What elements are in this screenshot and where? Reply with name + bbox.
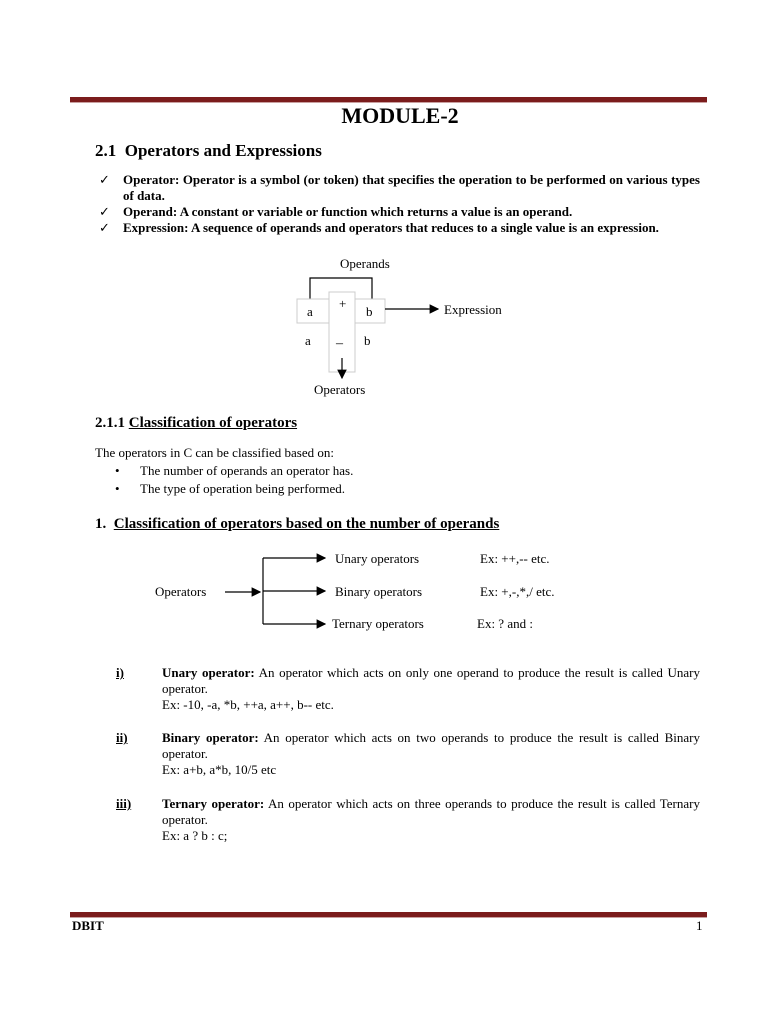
definition-item xyxy=(99,172,700,204)
binary-label: Binary operators xyxy=(335,584,423,599)
example: Ex: a ? b : c; xyxy=(162,828,228,843)
definition-text: Expression: A sequence of operands and operators that reduces to a single value is an expression. xyxy=(123,220,659,235)
term: Ternary operator: xyxy=(162,796,265,811)
page-number: 1 xyxy=(696,918,703,933)
binary-example: Ex: +,-,*,/ etc. xyxy=(480,584,555,599)
module-title: MODULE-2 xyxy=(341,103,459,128)
subsection-heading xyxy=(95,415,297,432)
list-item xyxy=(115,480,353,498)
definition-list xyxy=(99,172,700,236)
checkmark-icon: ✓ xyxy=(99,172,110,187)
bullet-text: The type of operation being performed. xyxy=(140,481,346,496)
definition-item xyxy=(99,204,700,220)
heading-number: 1. xyxy=(95,516,107,532)
numbered-heading xyxy=(95,516,499,533)
example: Ex: a+b, a*b, 10/5 etc xyxy=(162,762,277,777)
operand-a: a xyxy=(307,304,313,319)
description: An operator which acts on two operands to produce the result is called Binary operator. xyxy=(162,730,700,761)
classification-root: Operators xyxy=(155,584,207,599)
description: An operator which acts on three operands to produce the result is called Ternary operator. xyxy=(162,796,700,827)
unary-label: Unary operators xyxy=(335,551,420,566)
item-number: ii) xyxy=(116,730,128,745)
plus-operator: + xyxy=(339,296,347,311)
description: An operator which acts on only one operand to produce the result is called Unary operator. xyxy=(162,665,700,696)
classification-diagram xyxy=(150,545,590,640)
bullet-list xyxy=(115,462,353,498)
operand-a-lower: a xyxy=(305,333,311,348)
bullet-icon: • xyxy=(115,463,120,478)
term: Binary operator: xyxy=(162,730,259,745)
binary-definition xyxy=(116,730,700,778)
definition-text: Operand: A constant or variable or function which returns a value is an operand. xyxy=(123,204,573,219)
expression-label: Expression xyxy=(444,302,502,317)
checkmark-icon: ✓ xyxy=(99,220,110,235)
section-number: 2.1 xyxy=(95,141,117,160)
list-item xyxy=(115,462,353,480)
operand-b: b xyxy=(366,304,373,319)
subsection-number: 2.1.1 xyxy=(95,415,125,431)
section-title: Operators and Expressions xyxy=(124,141,322,160)
ternary-label: Ternary operators xyxy=(332,616,424,631)
item-number: iii) xyxy=(116,796,132,811)
heading-title: Classification of operators based on the number of operands xyxy=(113,516,500,532)
definition-text: Operator: Operator is a symbol (or token) that specifies the operation to be performed on various types of data. xyxy=(123,172,700,203)
unary-example: Ex: ++,-- etc. xyxy=(480,551,550,566)
subsection-title: Classification of operators xyxy=(128,415,298,431)
footer-rule xyxy=(70,912,707,918)
footer-label: DBIT xyxy=(72,918,104,933)
ternary-example: Ex: ? and : xyxy=(477,616,533,631)
checkmark-icon: ✓ xyxy=(99,204,110,219)
minus-operator: – xyxy=(336,336,343,351)
bullet-icon: • xyxy=(115,481,120,496)
item-number: i) xyxy=(116,665,124,680)
example: Ex: -10, -a, *b, ++a, a++, b-- etc. xyxy=(162,697,334,712)
section-heading xyxy=(95,141,322,161)
operands-label: Operands xyxy=(340,256,390,271)
unary-definition xyxy=(116,665,700,713)
expression-diagram xyxy=(280,250,540,400)
intro-paragraph: The operators in C can be classified based on: xyxy=(95,445,334,460)
operators-label: Operators xyxy=(314,382,366,397)
bullet-text: The number of operands an operator has. xyxy=(140,463,354,478)
operand-b-lower: b xyxy=(364,333,371,348)
definition-item xyxy=(99,220,700,236)
term: Unary operator: xyxy=(162,665,255,680)
ternary-definition xyxy=(116,796,700,844)
